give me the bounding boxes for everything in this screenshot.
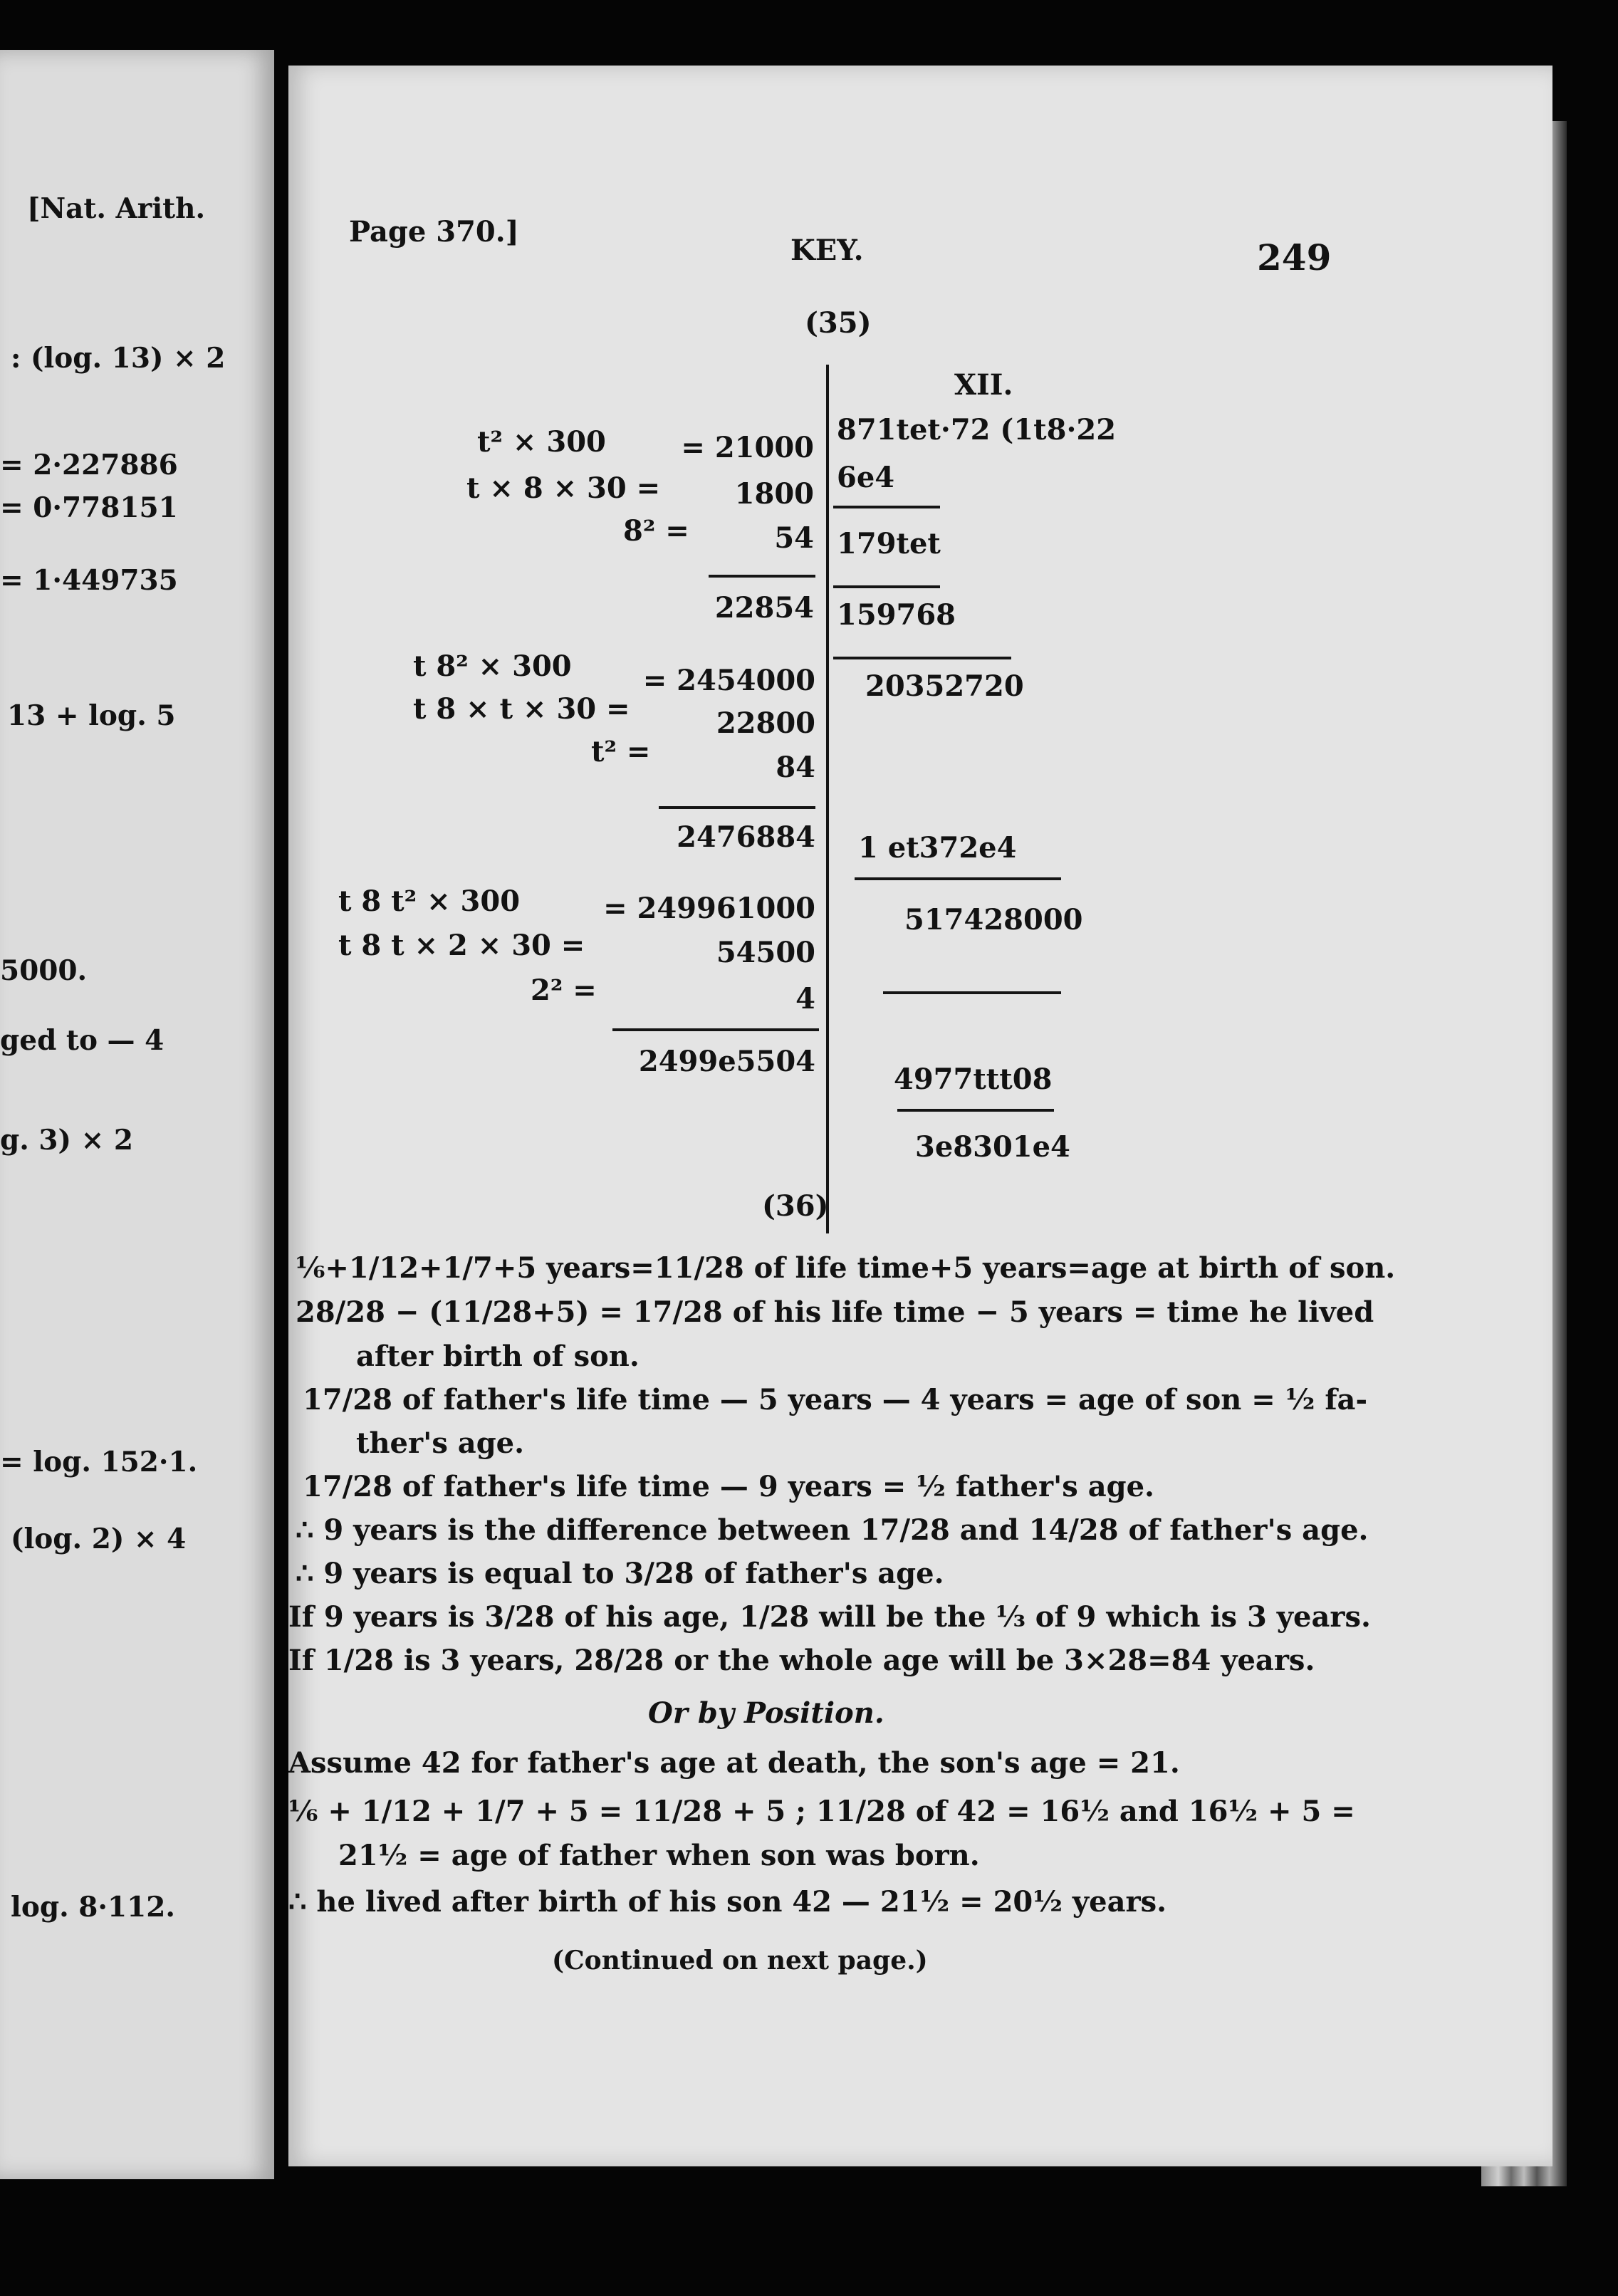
left-line: log. 8·112. [11,1891,175,1924]
roman-numeral: XII. [954,368,1013,402]
left-line: 13 + log. 5 [7,699,176,732]
sum-rule [612,1028,819,1031]
equation-rhs: 22800 [716,706,815,740]
working-rule [855,877,1061,880]
problem-label: (36) [762,1189,829,1223]
equation-lhs: t² × 300 [477,425,606,459]
sum-rule [709,575,815,578]
position-line: 21½ = age of father when son was born. [338,1839,980,1872]
position-line: ∴ he lived after birth of his son 42 — 21½ = 20½ years. [288,1885,1167,1919]
working-rule [833,657,1011,659]
final-sum: 2499e5504 [638,1045,815,1078]
equation-lhs: 8² = [623,514,689,548]
left-line: = log. 152·1. [0,1446,198,1478]
continued-note: (Continued on next page.) [552,1946,928,1976]
page-number: 249 [1257,236,1332,278]
solution-line: after birth of son. [356,1340,640,1373]
working-line: 871tet·72 (1t8·22 [837,413,1117,447]
working-rule [833,506,940,508]
equation-rhs: = 21000 [681,431,814,464]
working-line: 159768 [837,598,956,632]
equation-rhs: 1800 [734,477,814,511]
equation-rhs: 4 [795,982,815,1016]
equation-lhs: t 8 × t × 30 = [413,692,630,726]
partial-sum: 2476884 [677,820,815,854]
left-line: g. 3) × 2 [0,1124,133,1157]
equation-lhs: t 8 t² × 300 [338,885,521,918]
equation-rhs: = 249961000 [603,892,815,925]
left-line: = 2·227886 [0,449,178,481]
running-title: KEY. [790,234,864,267]
solution-line: 28/28 − (11/28+5) = 17/28 of his life time − 5 years = time he lived [296,1295,1374,1329]
partial-sum: 22854 [714,591,814,625]
solution-line: If 1/28 is 3 years, 28/28 or the whole age will be 3×28=84 years. [288,1644,1315,1677]
solution-line: If 9 years is 3/28 of his age, 1/28 will be the ⅓ of 9 which is 3 years. [288,1600,1371,1634]
solution-line: ∴ 9 years is the difference between 17/28 and 14/28 of father's age. [296,1513,1369,1547]
left-page-fragment [0,50,274,2179]
left-line: (log. 2) × 4 [11,1523,187,1555]
left-line: 5000. [0,954,88,987]
page-reference: Page 370.] [349,215,519,249]
subheading: Or by Position. [648,1696,884,1730]
equation-rhs: 54 [774,521,814,555]
working-line: 517428000 [904,903,1083,936]
left-line: ged to — 4 [0,1024,165,1057]
equation-lhs: 2² = [531,974,597,1007]
problem-label: (35) [805,306,872,340]
solution-line: 17/28 of father's life time — 9 years = ½ father's age. [303,1470,1154,1503]
working-line: 20352720 [865,669,1024,703]
equation-lhs: t × 8 × 30 = [466,471,661,505]
equation-rhs: = 2454000 [642,664,815,697]
working-line: 3e8301e4 [915,1130,1070,1164]
working-line: 179tet [837,527,941,560]
left-line: = 1·449735 [0,564,178,597]
solution-line: 17/28 of father's life time — 5 years — 4 years = age of son = ½ fa- [303,1383,1368,1416]
equation-lhs: t² = [591,735,651,768]
equation-rhs: 54500 [716,936,815,969]
left-header: [Nat. Arith. [27,192,206,225]
working-line: 1 et372e4 [858,831,1017,865]
solution-line: ⅙+1/12+1/7+5 years=11/28 of life time+5 years=age at birth of son. [296,1251,1396,1285]
position-line: ⅙ + 1/12 + 1/7 + 5 = 11/28 + 5 ; 11/28 of 42 = 16½ and 16½ + 5 = [288,1795,1355,1828]
right-page [288,66,1552,2166]
working-line: 6e4 [837,461,895,494]
left-line: = 0·778151 [0,491,178,524]
working-line: 4977ttt08 [894,1063,1053,1096]
working-rule [883,991,1061,994]
equation-rhs: 84 [776,751,815,784]
equation-lhs: t 8 t × 2 × 30 = [338,929,585,962]
working-rule [897,1109,1054,1112]
left-line: : (log. 13) × 2 [11,342,226,375]
sum-rule [659,806,815,809]
solution-line: ther's age. [356,1426,525,1460]
column-divider [826,365,829,1233]
position-line: Assume 42 for father's age at death, the son's age = 21. [288,1746,1180,1780]
working-rule [833,585,940,588]
equation-lhs: t 8² × 300 [413,649,572,683]
solution-line: ∴ 9 years is equal to 3/28 of father's age. [296,1557,944,1590]
